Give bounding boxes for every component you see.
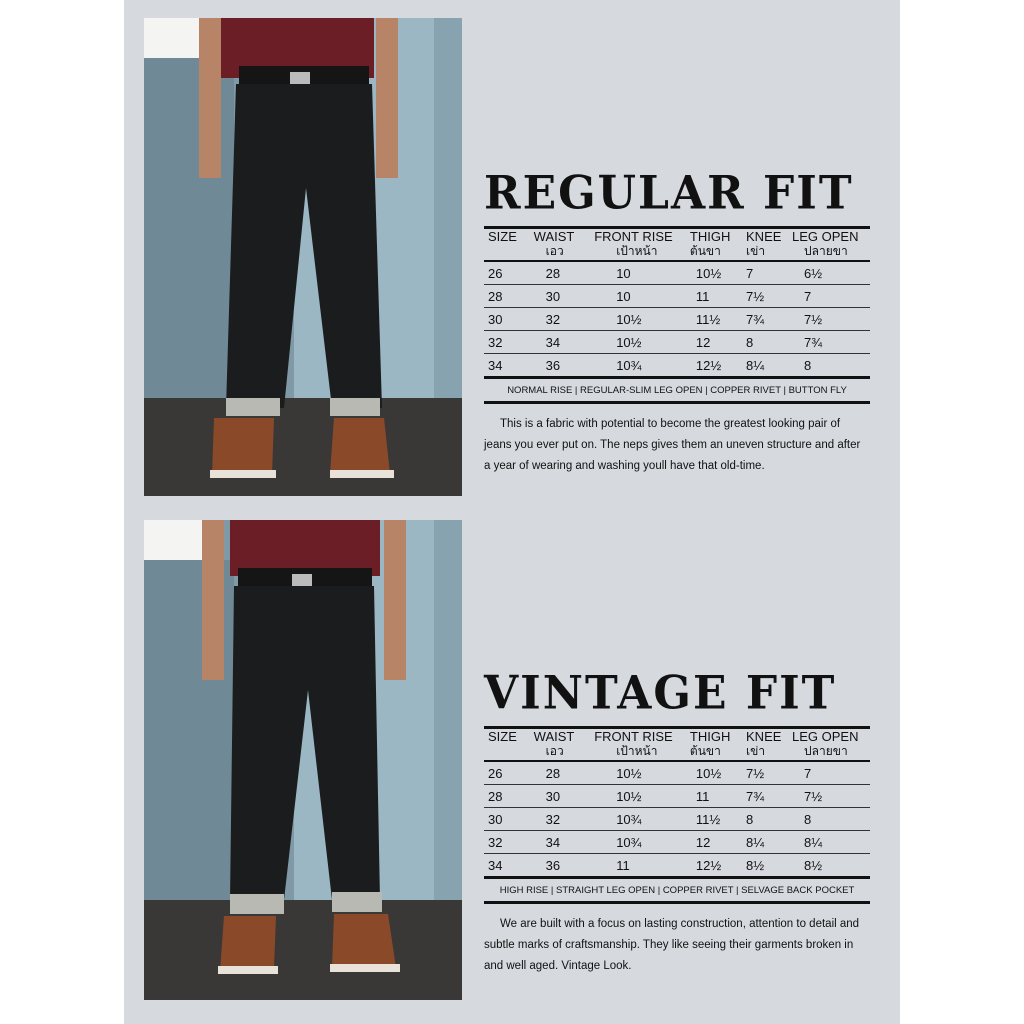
cell-knee: 7	[746, 261, 792, 285]
regular-fit-title: REGULAR FIT	[484, 166, 854, 221]
header-leg-open: LEG OPEN	[792, 729, 859, 744]
cell-leg-open: 7½	[792, 785, 870, 808]
header-size: SIZE	[488, 229, 517, 244]
header-knee: KNEE	[746, 729, 782, 744]
cell-leg-open: 8	[804, 357, 812, 373]
table-header-row	[484, 228, 870, 245]
cell-size: 26	[484, 761, 534, 785]
cell-leg-open: 8¼	[792, 831, 870, 854]
cell-leg-open: 8	[792, 808, 870, 831]
cell-thigh: 12½	[695, 857, 722, 873]
cell-front-rise: 11	[616, 857, 630, 873]
cell-knee: 8½	[746, 857, 765, 873]
cell-waist: 30	[534, 785, 595, 808]
vintage-size-table	[484, 726, 870, 879]
cell-leg-open: 7	[792, 285, 870, 308]
header-leg-open: LEG OPEN	[792, 229, 859, 244]
cell-front-rise: 10	[594, 285, 690, 308]
size-guide-page	[124, 0, 900, 1024]
cell-thigh: 12½	[695, 357, 722, 373]
cell-thigh: 11	[690, 285, 746, 308]
subheader-waist: เอว	[534, 744, 595, 761]
cell-knee: 8¼	[746, 357, 765, 373]
cell-thigh: 11½	[690, 808, 746, 831]
cell-knee: 7½	[746, 761, 792, 785]
cell-front-rise: 10½	[594, 761, 690, 785]
table-row	[484, 308, 870, 331]
cell-size: 28	[484, 285, 534, 308]
subheader-front-rise: เป้าหน้า	[594, 244, 690, 261]
cell-front-rise: 10½	[594, 785, 690, 808]
cell-thigh: 10½	[690, 261, 746, 285]
cell-thigh: 11½	[690, 308, 746, 331]
cell-front-rise: 10½	[594, 308, 690, 331]
subheader-size	[484, 744, 534, 761]
cell-front-rise: 10½	[594, 331, 690, 354]
cell-waist: 36	[545, 357, 561, 373]
vintage-fit-photo	[144, 520, 462, 1000]
vintage-description: We are built with a focus on lasting construction, attention to detail and subtle marks of craftsmanship. They like seeing their garments broken in and well aged. Vintage Look.	[484, 918, 860, 972]
model-illustration	[144, 18, 462, 496]
vintage-features-line: HIGH RISE | STRAIGHT LEG OPEN | COPPER RIVET | SELVAGE BACK POCKET	[484, 879, 870, 904]
cell-front-rise: 10¾	[594, 808, 690, 831]
cell-size: 30	[484, 308, 534, 331]
subheader-waist: เอว	[534, 244, 595, 261]
vintage-fit-section	[484, 666, 870, 977]
cell-knee: 8	[746, 331, 792, 354]
subheader-thigh: ต้นขา	[690, 244, 746, 261]
table-subheader-row	[484, 244, 870, 261]
subheader-leg-open: ปลายขา	[792, 244, 870, 261]
table-row	[484, 761, 870, 785]
cell-size: 30	[484, 808, 534, 831]
cell-size: 26	[484, 261, 534, 285]
cell-size: 32	[484, 331, 534, 354]
cell-front-rise: 10¾	[616, 357, 642, 373]
header-thigh: THIGH	[689, 229, 731, 244]
cell-waist: 34	[534, 331, 595, 354]
table-row	[484, 331, 870, 354]
cell-waist: 32	[534, 308, 595, 331]
cell-knee: 8	[746, 808, 792, 831]
table-subheader-row	[484, 744, 870, 761]
cell-size: 28	[484, 785, 534, 808]
cell-knee: 7½	[746, 285, 792, 308]
table-header-row	[484, 728, 870, 745]
regular-description: This is a fabric with potential to become the greatest looking pair of jeans you ever put on. The neps gives them an uneven structure and after a year of wearing and washing youll have that old-time.	[484, 418, 861, 472]
table-row	[484, 261, 870, 285]
subheader-front-rise: เป้าหน้า	[594, 744, 690, 761]
table-row	[484, 831, 870, 854]
cell-thigh: 10½	[690, 761, 746, 785]
subheader-thigh: ต้นขา	[690, 744, 746, 761]
table-row	[484, 808, 870, 831]
regular-fit-section	[484, 166, 870, 477]
cell-size: 32	[484, 831, 534, 854]
subheader-knee: เข่า	[746, 244, 792, 261]
cell-waist: 28	[534, 261, 595, 285]
subheader-knee: เข่า	[746, 744, 792, 761]
cell-leg-open: 8½	[804, 857, 823, 873]
table-row	[484, 785, 870, 808]
cell-leg-open: 7	[792, 761, 870, 785]
cell-leg-open: 7½	[792, 308, 870, 331]
table-row	[484, 285, 870, 308]
cell-thigh: 12	[690, 831, 746, 854]
cell-thigh: 12	[690, 331, 746, 354]
header-size: SIZE	[488, 729, 517, 744]
header-waist: WAIST	[533, 229, 575, 244]
cell-waist: 32	[534, 808, 595, 831]
cell-leg-open: 7¾	[792, 331, 870, 354]
cell-front-rise: 10¾	[594, 831, 690, 854]
cell-waist: 34	[534, 831, 595, 854]
cell-leg-open: 6½	[792, 261, 870, 285]
header-thigh: THIGH	[689, 729, 731, 744]
cell-size: 34	[488, 357, 503, 373]
cell-size: 34	[488, 857, 503, 873]
regular-size-table	[484, 226, 870, 379]
vintage-fit-title: VINTAGE FIT	[484, 666, 837, 721]
cell-thigh: 11	[690, 785, 746, 808]
table-row	[484, 854, 870, 878]
header-knee: KNEE	[746, 229, 782, 244]
subheader-leg-open: ปลายขา	[792, 744, 870, 761]
cell-waist: 28	[534, 761, 595, 785]
regular-fit-photo	[144, 18, 462, 496]
model-illustration	[144, 520, 462, 1000]
cell-knee: 7¾	[746, 785, 792, 808]
cell-waist: 30	[534, 285, 595, 308]
cell-knee: 8¼	[746, 831, 792, 854]
header-front-rise: FRONT RISE	[594, 229, 673, 244]
table-row	[484, 354, 870, 378]
cell-waist: 36	[545, 857, 561, 873]
cell-knee: 7¾	[746, 308, 792, 331]
header-front-rise: FRONT RISE	[594, 729, 673, 744]
regular-features-line: NORMAL RISE | REGULAR-SLIM LEG OPEN | COPPER RIVET | BUTTON FLY	[484, 379, 870, 404]
subheader-size	[484, 244, 534, 261]
header-waist: WAIST	[533, 729, 575, 744]
cell-front-rise: 10	[594, 261, 690, 285]
